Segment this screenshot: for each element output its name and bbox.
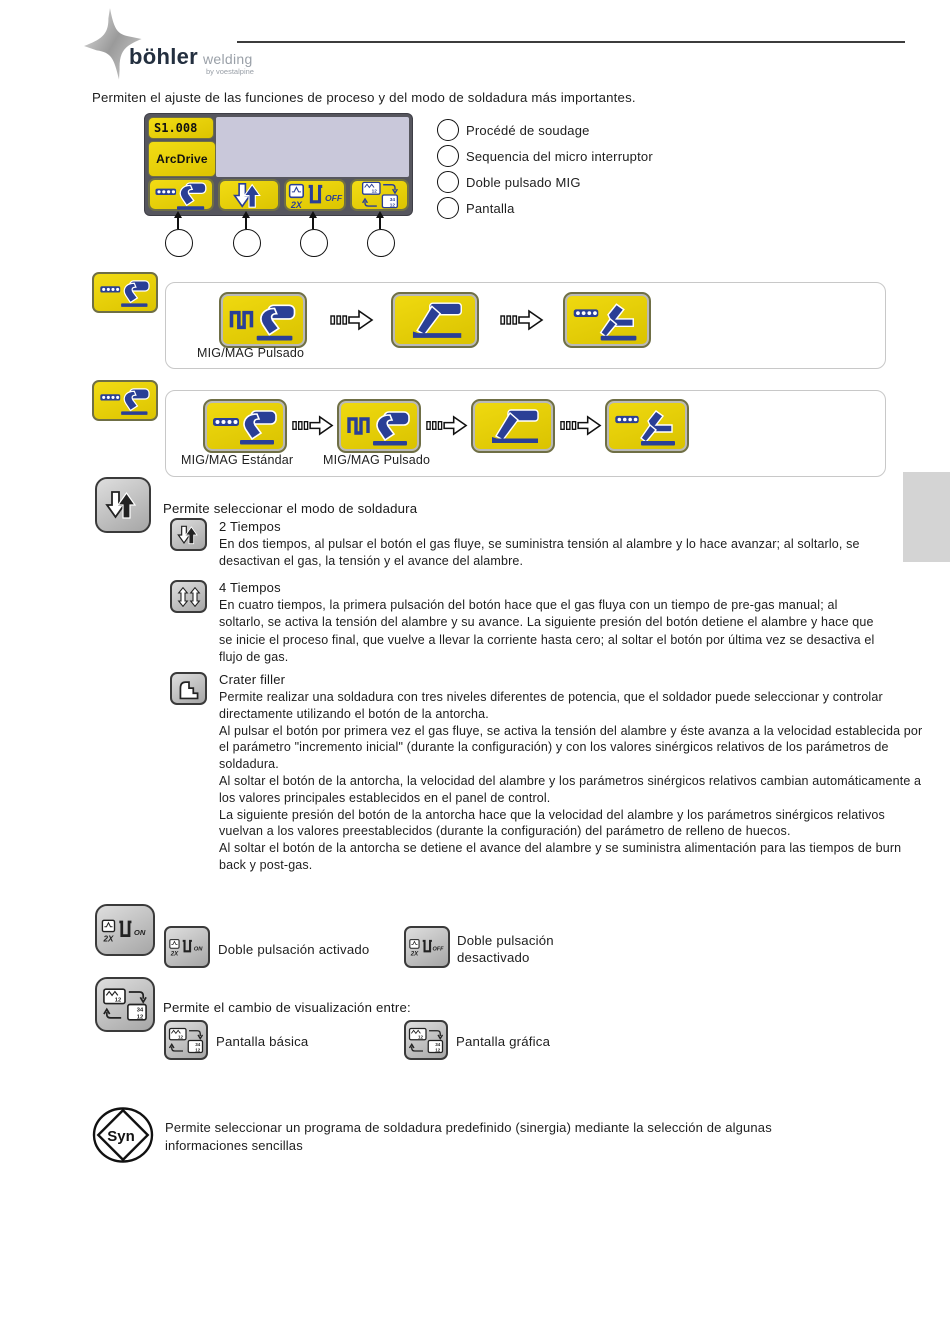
mma-step [605, 399, 689, 453]
double-pulse-on-label: ON [133, 927, 146, 937]
double-pulse-icon [286, 181, 344, 210]
display-toggle-key [95, 977, 155, 1032]
double-pulse-2x-label: 2X [410, 950, 419, 957]
crater-filler-desc [219, 689, 925, 874]
meter-wave-value: 12 [177, 1033, 183, 1039]
mig-mag-standard-step [203, 399, 287, 453]
double-pulse-key [95, 904, 155, 956]
sequence-arrow-icon [559, 413, 603, 438]
syn-icon [92, 1105, 156, 1165]
crater-filler-p2: Al pulsar el botón por primera vez el gas fluye, se activa la tensión del alambre y éste avanza a la velocidad establecida por el parámetro "incremento inicial" (durante la configuración) y con los valores sinérgicos relativos de los parámetros de soldadura. [219, 723, 923, 772]
callout-circle-4 [367, 229, 395, 257]
meter-wave-value: 12 [371, 189, 377, 195]
graphic-screen-key [404, 1020, 448, 1060]
process-select-button [148, 178, 214, 211]
mig-mag-standard-icon [99, 385, 151, 416]
meter-volt-value: 12 [435, 1046, 441, 1052]
panel-screen [216, 117, 409, 177]
weld-mode-key [95, 477, 151, 533]
process-select-key [92, 272, 158, 313]
program-number: S1.008 [154, 121, 198, 135]
meter-volt-value: 12 [136, 1014, 144, 1021]
legend-circle-2 [437, 145, 459, 167]
crater-filler-icon [177, 677, 201, 701]
double-pulse-button [284, 179, 346, 211]
weld-mode-button [218, 179, 280, 211]
double-pulse-icon [100, 917, 150, 943]
control-panel [145, 114, 412, 215]
tig-step [471, 399, 555, 453]
callout-line [312, 217, 314, 229]
legend-label-2: Sequencia del micro interruptor [466, 149, 653, 164]
two-stroke-icon [177, 525, 201, 545]
step-label: MIG/MAG Estándar [181, 453, 294, 467]
callout-circle-1 [165, 229, 193, 257]
sequence-arrow-icon [425, 413, 469, 438]
crater-filler-p1: Permite realizar una soldadura con tres niveles diferentes de potencia, que el soldador puede seleccionar y controlar directamente utilizando el botón de la antorcha. [219, 690, 883, 721]
weld-mode-heading: Permite seleccionar el modo de soldadura [163, 501, 418, 516]
torch-trigger-updown-icon [232, 182, 266, 209]
double-pulse-on-label: ON [193, 946, 203, 953]
page-edge-tab [903, 472, 950, 562]
intro-text: Permiten el ajuste de las funciones de proceso y del modo de soldadura más importantes. [92, 90, 636, 105]
step-label: MIG/MAG Pulsado [197, 346, 305, 360]
two-stroke-key [170, 518, 207, 551]
mma-step [563, 292, 651, 348]
legend-circle-4 [437, 197, 459, 219]
meter-volt-value: 12 [195, 1046, 201, 1052]
sequence-arrow-icon [291, 413, 335, 438]
double-pulse-on-icon [168, 937, 206, 957]
display-toggle-icon [360, 180, 400, 210]
meter-amp-value: 34 [435, 1041, 441, 1047]
sequence-arrow-icon [499, 307, 545, 333]
screen-toggle-heading: Permite el cambio de visualización entre: [163, 1000, 411, 1015]
display-toggle-icon [102, 986, 148, 1023]
double-pulse-off-label: OFF [432, 946, 444, 953]
mig-mag-pulsed-icon [228, 299, 298, 341]
mig-mag-standard-icon [212, 406, 278, 446]
callout-line [245, 217, 247, 229]
meter-amp-value: 34 [195, 1041, 201, 1047]
basic-screen-key [164, 1020, 208, 1060]
meter-wave-value: 12 [114, 997, 122, 1004]
synergy-desc: Permite seleccionar un programa de soldadura predefinido (sinergia) mediante la selección de algunas informaciones sencillas [165, 1120, 772, 1153]
two-stroke-title: 2 Tiempos [219, 519, 281, 534]
meter-amp-value: 34 [389, 197, 395, 203]
callout-circle-3 [300, 229, 328, 257]
logo-brand: böhler [129, 44, 199, 69]
double-pulse-on-key [164, 926, 210, 968]
legend-label-4: Pantalla [466, 201, 515, 216]
meter-volt-value: 12 [389, 203, 395, 209]
double-pulse-state: OFF [324, 192, 343, 203]
four-stroke-desc: En cuatro tiempos, la primera pulsación del botón hace que el gas fluya con un tiempo de pre-gas manual; al soltarlo, se activa la tensión del alambre y su avance. La siguiente presión del botón detiene el alambre y hace que se inicie el proceso final, que vuelve a llevar la corriente hasta cero; al soltar el botón por última vez se desactiva el flujo de gas. [219, 598, 875, 664]
graphic-screen-label: Pantalla gráfica [456, 1034, 551, 1049]
tig-icon [400, 299, 470, 341]
crater-filler-p3: Al soltar el botón de la antorcha, la velocidad del alambre y los parámetros sinérgicos relativos cambian automáticamente a los valores principales establecidos en el panel de control. [219, 773, 922, 805]
program-tab [148, 117, 214, 139]
meter-wave-value: 12 [417, 1033, 423, 1039]
legend-label-3: Doble pulsado MIG [466, 175, 581, 190]
legend-label-1: Procédé de soudage [466, 123, 590, 138]
crater-filler-p4: La siguiente presión del botón de la antorcha hace que la velocidad del alambre y los parámetros sinérgicos relativos vuelvan a los valores preestablecidos (durante la configuración) del parámetro de relleno de huecos. [219, 807, 885, 839]
mig-mag-pulsed-step [337, 399, 421, 453]
meter-amp-value: 34 [136, 1007, 144, 1014]
process-select-key [92, 380, 158, 421]
double-pulse-off-icon [408, 937, 446, 957]
mig-mag-pulsed-icon [346, 406, 412, 446]
header-rule [237, 41, 905, 43]
four-stroke-title: 4 Tiempos [219, 580, 281, 595]
torch-trigger-updown-icon [105, 490, 141, 520]
tig-step [391, 292, 479, 348]
legend-circle-3 [437, 171, 459, 193]
double-pulse-off-key [404, 926, 450, 968]
tig-icon [480, 406, 546, 446]
mma-icon [614, 406, 680, 446]
step-label: MIG/MAG Pulsado [323, 453, 431, 467]
pulsed-sequence-box [165, 282, 886, 369]
basic-screen-label: Pantalla básica [216, 1034, 309, 1049]
standard-sequence-box [165, 390, 886, 477]
syn-label: Syn [107, 1128, 135, 1145]
basic-screen-icon [168, 1026, 204, 1055]
callout-line [177, 217, 179, 229]
crater-filler-title: Crater filler [219, 672, 286, 687]
double-pulse-2x-label: 2X [103, 934, 114, 943]
crater-filler-key [170, 672, 207, 705]
callout-circle-2 [233, 229, 261, 257]
display-toggle-button [350, 179, 409, 211]
mig-mag-pulsed-step [219, 292, 307, 348]
logo-byline: by voestalpine [206, 67, 254, 76]
logo-product: welding [203, 51, 253, 67]
mig-mag-standard-icon [99, 277, 151, 308]
callout-line [379, 217, 381, 229]
arcdrive-box [148, 141, 216, 177]
crater-filler-p5: Al soltar el botón de la antorcha se detiene el avance del alambre y se suministra alimentación para las tiempos de burn back y post-gas. [219, 841, 902, 872]
mma-icon [572, 299, 642, 341]
double-pulse-on-text: Doble pulsación activado [218, 942, 370, 957]
legend-circle-1 [437, 119, 459, 141]
graphic-screen-icon [408, 1026, 444, 1055]
mig-mag-standard-icon [154, 179, 208, 211]
double-pulse-off-text: Doble pulsación desactivado [457, 933, 554, 965]
two-stroke-desc: En dos tiempos, al pulsar el botón el gas fluye, se suministra tensión al alambre y lo hace avanzar; al soltarlo, se desactivan el gas, la tensión y el avance del alambre. [219, 537, 860, 569]
four-stroke-icon [177, 587, 201, 607]
double-pulse-2x-label: 2X [290, 199, 302, 210]
four-stroke-key [170, 580, 207, 613]
sequence-arrow-icon [329, 307, 375, 333]
double-pulse-2x-label: 2X [170, 950, 179, 957]
arcdrive-label: ArcDrive [156, 152, 208, 166]
